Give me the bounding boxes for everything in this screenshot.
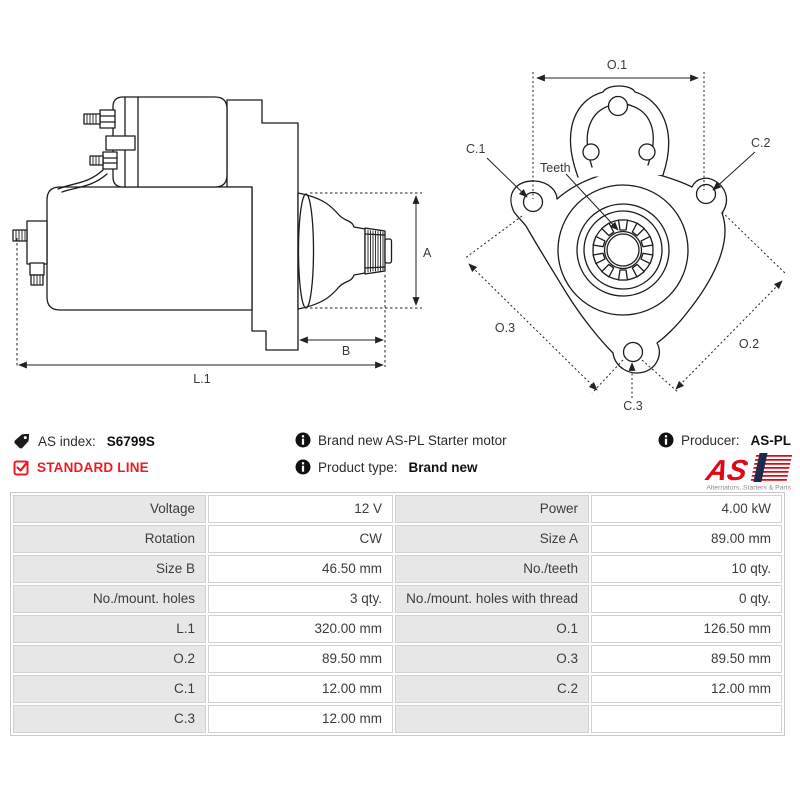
spec-value: 3 qty.	[208, 585, 393, 613]
table-row	[13, 645, 782, 673]
as-index-value: S6799S	[106, 433, 155, 449]
dim-label-c3: C.3	[623, 399, 643, 413]
spec-label: L.1	[13, 615, 206, 643]
spec-value: 10 qty.	[591, 555, 782, 583]
tag-icon	[13, 432, 31, 450]
table-row	[13, 675, 782, 703]
as-pl-logo	[701, 451, 793, 496]
spec-value: 46.50 mm	[208, 555, 393, 583]
spec-value: 12 V	[208, 495, 393, 523]
as-index-label: AS index:	[38, 433, 96, 449]
spec-value: 12.00 mm	[208, 675, 393, 703]
dim-label-a: A	[423, 246, 432, 260]
table-row	[13, 615, 782, 643]
dim-label-b: B	[341, 344, 351, 358]
producer-row	[658, 432, 791, 448]
dim-label-o2: O.2	[738, 337, 760, 351]
spec-label: C.1	[13, 675, 206, 703]
standard-line-label: STANDARD LINE	[37, 460, 149, 475]
spec-label: O.2	[13, 645, 206, 673]
dim-label-l1: L.1	[193, 372, 211, 386]
product-type-value: Brand new	[408, 459, 478, 475]
producer-value: AS-PL	[750, 432, 791, 448]
table-row	[13, 555, 782, 583]
as-index-row	[13, 432, 155, 450]
spec-value: 126.50 mm	[591, 615, 782, 643]
spec-label: Power	[395, 495, 589, 523]
spec-label: O.3	[395, 645, 589, 673]
spec-label: C.3	[13, 705, 206, 733]
table-row	[13, 495, 782, 523]
spec-value: 89.50 mm	[591, 645, 782, 673]
spec-value: 12.00 mm	[208, 705, 393, 733]
spec-label: C.2	[395, 675, 589, 703]
teeth-label: Teeth	[540, 161, 571, 175]
dim-label-o3: O.3	[494, 321, 516, 335]
spec-value: 320.00 mm	[208, 615, 393, 643]
checkbox-check-icon	[13, 459, 30, 476]
spec-label: Voltage	[13, 495, 206, 523]
spec-label: No./mount. holes	[13, 585, 206, 613]
spec-value: CW	[208, 525, 393, 553]
spec-label: Size B	[13, 555, 206, 583]
dim-label-c2: C.2	[751, 136, 771, 150]
description-row	[295, 432, 507, 448]
spec-label: No./teeth	[395, 555, 589, 583]
spec-label: Size A	[395, 525, 589, 553]
info-icon	[658, 432, 674, 448]
table-row	[13, 705, 782, 733]
spec-table	[10, 492, 785, 736]
spec-label	[395, 705, 589, 733]
table-row	[13, 525, 782, 553]
spec-value: 12.00 mm	[591, 675, 782, 703]
product-type-label: Product type:	[318, 459, 398, 475]
logo-text: AS	[703, 454, 751, 487]
product-type-row	[295, 459, 478, 475]
spec-value: 89.00 mm	[591, 525, 782, 553]
table-row	[13, 585, 782, 613]
spec-value: 4.00 kW	[591, 495, 782, 523]
info-icon	[295, 432, 311, 448]
standard-line-row	[13, 459, 149, 476]
spec-label: No./mount. holes with thread	[395, 585, 589, 613]
spec-label: O.1	[395, 615, 589, 643]
logo-tagline: Alternators, Starters & Parts	[706, 484, 791, 491]
info-icon	[295, 459, 311, 475]
side-view-drawing	[13, 97, 392, 350]
spec-label: Rotation	[13, 525, 206, 553]
spec-value	[591, 705, 782, 733]
spec-value: 89.50 mm	[208, 645, 393, 673]
dim-label-c1: C.1	[466, 142, 486, 156]
front-view-drawing	[511, 86, 727, 373]
dim-label-o1: O.1	[606, 58, 628, 72]
spec-value: 0 qty.	[591, 585, 782, 613]
description-text: Brand new AS-PL Starter motor	[318, 432, 507, 448]
producer-label: Producer:	[680, 432, 740, 448]
